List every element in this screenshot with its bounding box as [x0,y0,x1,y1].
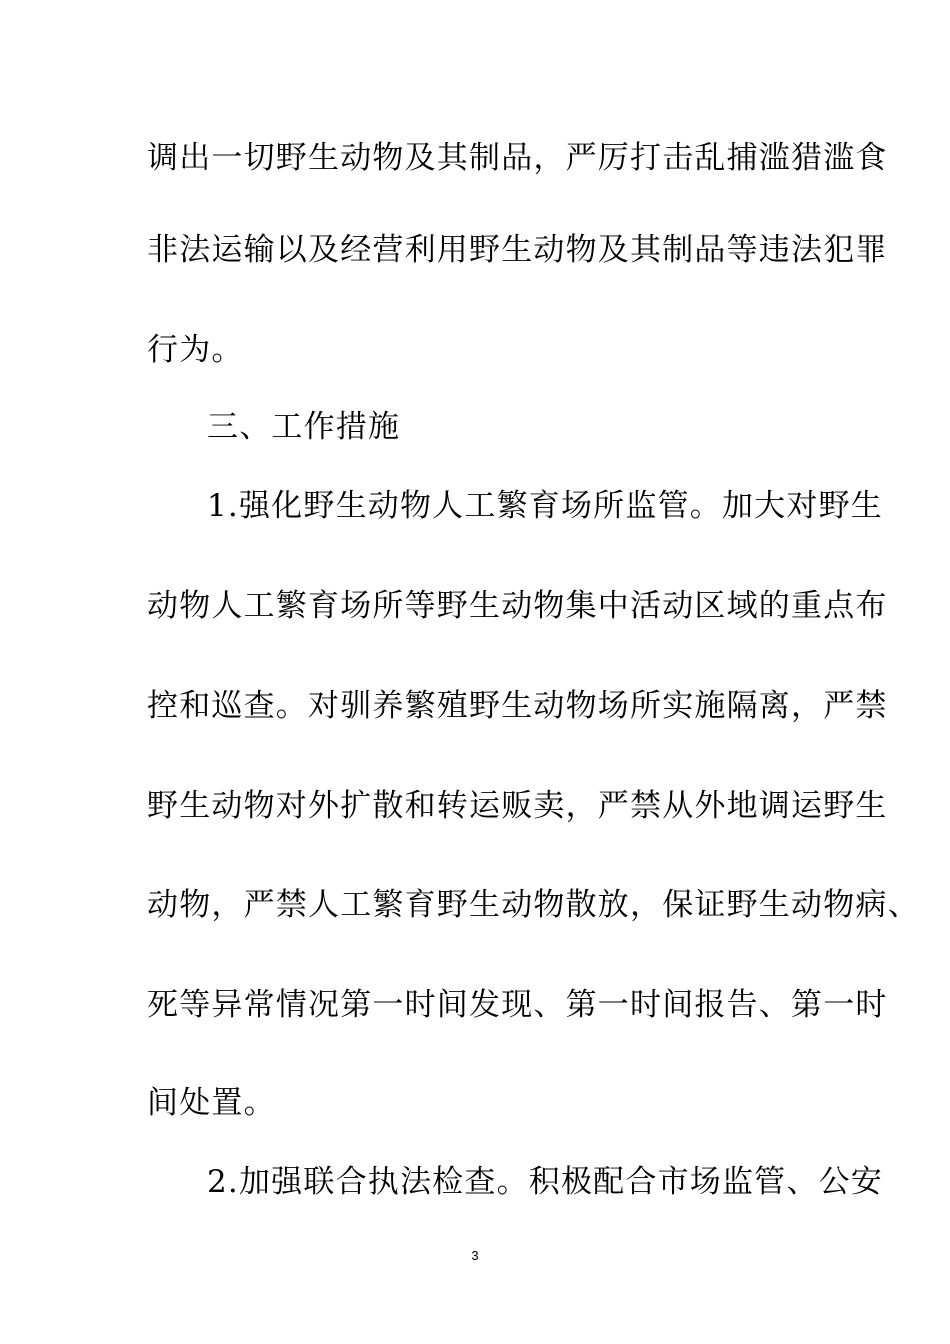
page-number: 3 [471,1248,479,1263]
paragraph-first-line: 2.加强联合执法检查。积极配合市场监管、公安 [207,1164,883,1200]
body-text-line: 控和巡查。对驯养繁殖野生动物场所实施隔离，严禁 [147,688,888,724]
body-text-line: 动物人工繁育场所等野生动物集中活动区域的重点布 [147,588,888,624]
body-text-line: 死等异常情况第一时间发现、第一时间报告、第一时 [147,987,888,1023]
section-heading: 三、工作措施 [207,409,401,445]
body-text-line: 行为。 [147,332,244,368]
body-text-line: 调出一切野生动物及其制品，严厉打击乱捕滥猎滥食 [147,140,888,176]
body-text-line: 野生动物对外扩散和转运贩卖，严禁从外地调运野生 [147,788,888,824]
body-text-line: 间处置。 [147,1085,276,1121]
body-text-line: 动物，严禁人工繁育野生动物散放，保证野生动物病、 [147,887,920,923]
paragraph-first-line: 1.强化野生动物人工繁育场所监管。加大对野生 [207,488,883,524]
body-text-line: 非法运输以及经营利用野生动物及其制品等违法犯罪 [147,232,888,268]
